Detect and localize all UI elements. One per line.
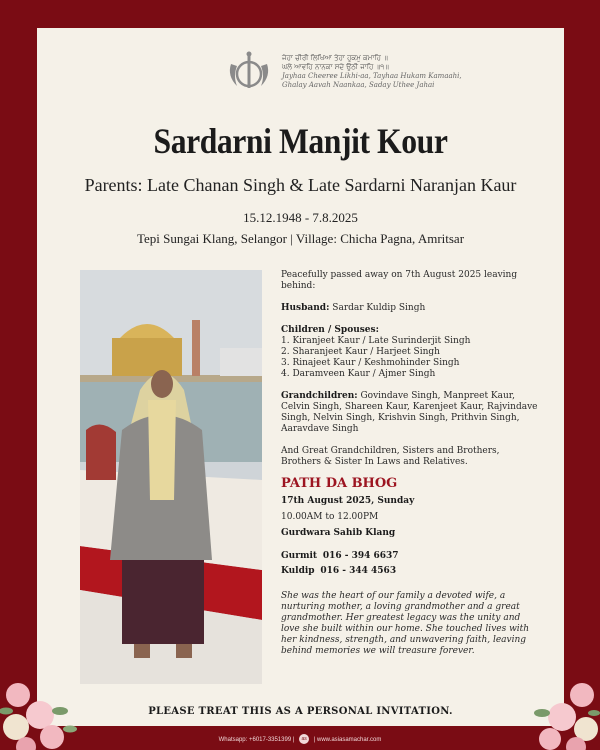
child-item: 3. Rinajeet Kaur / Keshmohinder Singh [281,358,460,368]
deceased-name: Sardarni Manjit Kour [153,121,448,161]
details-section [281,270,541,657]
location-line: Tepi Sungai Klang, Selangor | Village: Chicha Pagna, Amritsar [136,231,465,246]
children-heading [281,325,541,336]
husband-name: Sardar Kuldip Singh [332,303,426,313]
grandchildren-label: Grandchildren: [281,391,358,401]
bhog-date [281,496,541,507]
website-link[interactable]: | www.asiasamachar.com [313,737,382,743]
child-item: 2. Sharanjeet Kaur / Harjeet Singh [281,347,440,357]
bhog-date-text: 17th August 2025, Sunday [281,496,415,506]
bhog-venue-text: Gurdwara Sahib Klang [281,528,396,538]
bhog-time: 10.00AM to 12.00PM [281,512,379,522]
parents-line: Parents: Late Chanan Singh & Late Sardarni Naranjan Kaur [84,175,517,195]
bhog-venue [281,528,541,539]
great-grandchildren-text: And Great Grandchildren, Sisters and Brothers, Brothers & Sister In Laws and Relatives. [281,446,500,467]
portrait-photo [80,270,262,684]
husband-line [281,303,541,314]
intro-text: Peacefully passed away on 7th August 2025 leaving behind: [281,270,518,291]
gurbani-verse [282,54,462,90]
contact-line [281,551,541,562]
gurbani-line-2: ਘਲੇ ਆਵਹਿ ਨਾਨਕਾ ਸਦੇ ਉਠੀ ਜਾਹਿ ॥੧॥ [282,63,389,71]
path-da-bhog-heading: PATH DA BHOG [281,476,398,491]
gurbani-translit-2: Ghalay Aavah Naankaa, Saday Uthee Jahai [282,81,435,89]
invitation-line: PLEASE TREAT THIS AS A PERSONAL INVITATION. [148,706,453,717]
children-label: Children / Spouses: [281,325,379,335]
contact-phone[interactable]: 016 - 394 6637 [322,551,399,561]
contact-line [281,566,541,577]
footer-bar [0,730,600,750]
husband-label: Husband: [281,303,330,313]
portrait-illustration [80,270,262,684]
grandchildren-names: Govindave Singh, Manpreet Kaur, Celvin Singh, Shareen Kaur, Karenjeet Kaur, Rajvindave Singh, Nelvin Singh, Krishvin Singh, Prithvin Singh, Aaravdave Singh [281,391,538,434]
gurbani-translit-1: Jayhaa Cheeree Likhi-aa, Tayhaa Hukam Kamaahi, [282,72,462,80]
asia-samachar-logo: as [299,734,309,744]
tribute-text: She was the heart of our family a devoted wife, a nurturing mother, a loving grandmother and a great grandmother. Her greatest legacy was the unity and love she built within our home. She touched lives with her kindness, strength, and unwavering faith, leaving behind memories we will treasure forever. [281,591,530,656]
child-item: 1. Kiranjeet Kaur / Late Surinderjit Singh [281,336,471,346]
gurbani-line-1: ਜੇਹਾ ਚੀਰੀ ਲਿਖਿਆ ਤੇਹਾ ਹੁਕਮੁ ਕਮਾਹਿ ॥ [282,54,388,62]
life-dates: 15.12.1948 - 7.8.2025 [243,210,358,225]
whatsapp-text[interactable]: Whatsapp: +6017-3351399 | [218,737,295,743]
khanda-icon [225,50,273,94]
contact-phone[interactable]: 016 - 344 4563 [320,566,397,576]
contact-name: Kuldip [281,566,315,576]
grandchildren-line [281,391,541,435]
contact-name: Gurmit [281,551,318,561]
child-item: 4. Daramveen Kaur / Ajmer Singh [281,369,436,379]
